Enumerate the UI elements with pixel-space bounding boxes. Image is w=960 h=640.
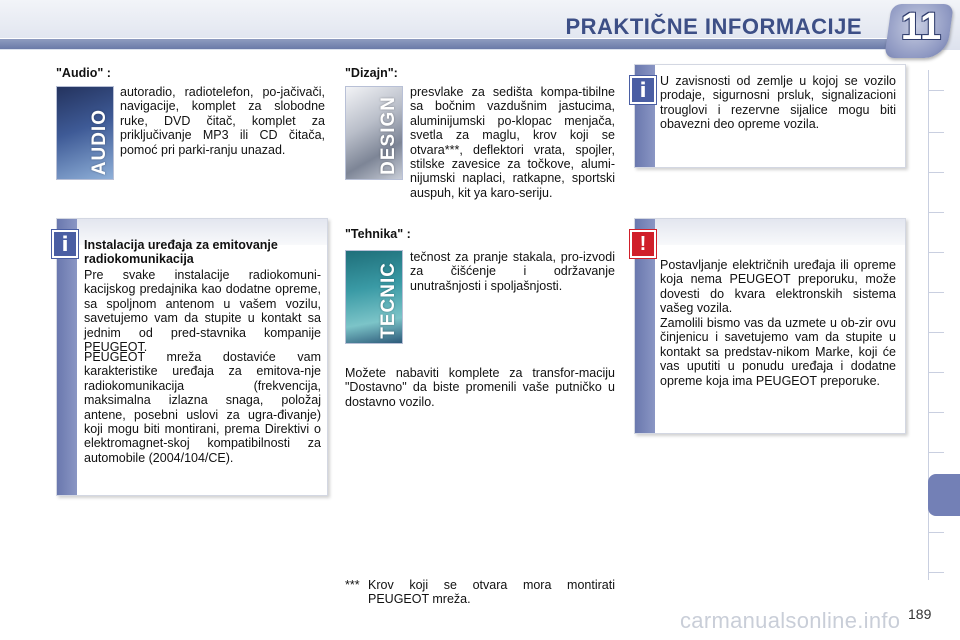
audio-image-label: AUDIO [89,108,110,175]
dizajn-image [345,86,403,180]
warning-paragraph: Postavljanje električnih uređaja ili opreme koja nema PEUGEOT preporuku, može dovesti do kvara elektronskih sistema vašeg vozila. [660,258,896,316]
info-box-title: Instalacija uređaja za emitovanje radiokomunikacija [84,238,278,267]
footnote-text: Krov koji se otvara mora montirati PEUGEOT mreža. [368,578,615,607]
footnote-marker: *** [345,578,360,592]
info-box-paragraph: PEUGEOT mreža dostaviće vam karakteristike uređaja za emitova-nje radiokomunikacija (frekvencija, maksimalna izlazna snaga, položaj antene, posebni uslovi za ugra-đivanje) koji mogu biti montirani, prema Direktivi o elektromagnet-skoj kompatibilnosti za automobile (2004/104/CE). [84,350,321,465]
audio-text: autoradio, radiotelefon, po-jačivači, navigacije, komplet za slobodne ruke, DVD čitač, komplet za priključivanje MP3 ili CD čitača, pomoć pri parki-ranju unazad. [120,85,325,157]
chapter-tab[interactable] [928,412,944,413]
page-number: 189 [908,606,932,622]
chapter-number[interactable]: 11 [900,6,942,48]
dizajn-text: presvlake za sedišta kompa-tibilne sa bočnim vazdušnim jastucima, aluminijumski po-klopac menjača, svetla za maglu, krov koji se otvara***, deflektori vrata, spojler, stilske zavesice za točkove, alumi-nijumski naplaci, ratkapne, sportski auspuh, kit ya karo-seriju. [410,85,615,200]
tehnika-heading: "Tehnika" : [345,227,411,241]
chapter-tab[interactable] [928,532,944,533]
box-strip [57,219,77,495]
info-box-paragraph: Pre svake instalacije radiokomuni-kacijskog predajnika kao dodatne opreme, sa spoljnom antenom u vašem vozilu, savetujemo vam da stupite u kontakt sa jednim od pred-stavnika kompanije PEUGEOT. [84,268,321,355]
chapter-tab[interactable] [928,292,944,293]
tehnika-image [345,250,403,344]
info-box-text: U zavisnosti od zemlje u kojoj se vozilo prodaje, sigurnosni prsluk, signalizacioni trouglovi i rezervne sijalice mogu biti obavezni deo opreme vozila. [660,74,896,132]
info-icon: i [52,230,78,258]
chapter-tab[interactable] [928,90,944,91]
chapter-tab[interactable] [928,372,944,373]
chapter-tab-active[interactable] [928,474,960,516]
chapter-tab[interactable] [928,452,944,453]
dizajn-image-label: DESIGN [378,96,399,175]
chapter-tab[interactable] [928,132,944,133]
chapter-tab[interactable] [928,212,944,213]
dizajn-heading: "Dizajn": [345,66,398,80]
warning-icon: ! [630,230,656,258]
tehnika-text: tečnost za pranje stakala, pro-izvodi za čišćenje i održavanje unutrašnjosti i spoljašnjosti. [410,250,615,293]
warning-paragraph: Zamolili bismo vas da uzmete u ob-zir ovu činjenicu i savetujemo vam da stupite u kontakt sa predstav-nikom Marke, koji će vas uputiti u ponudu uređaja i dodatne opreme koja ima PEUGEOT preporuke. [660,316,896,388]
page-title: PRAKTIČNE INFORMACIJE [565,14,862,39]
box-header-band [655,219,905,245]
audio-image [56,86,114,180]
transfer-text: Možete nabaviti komplete za transfor-maciju "Dostavno" da biste promenili vaše putničko u dostavno vozilo. [345,366,615,409]
chapter-tab[interactable] [928,252,944,253]
chapter-tab[interactable] [928,172,944,173]
audio-heading: "Audio" : [56,66,111,80]
tehnika-image-label: TECNIC [378,262,399,339]
chapter-tab[interactable] [928,332,944,333]
watermark: carmanualsonline.info [680,608,901,633]
info-icon: i [630,76,656,104]
chapter-tab[interactable] [928,572,944,573]
